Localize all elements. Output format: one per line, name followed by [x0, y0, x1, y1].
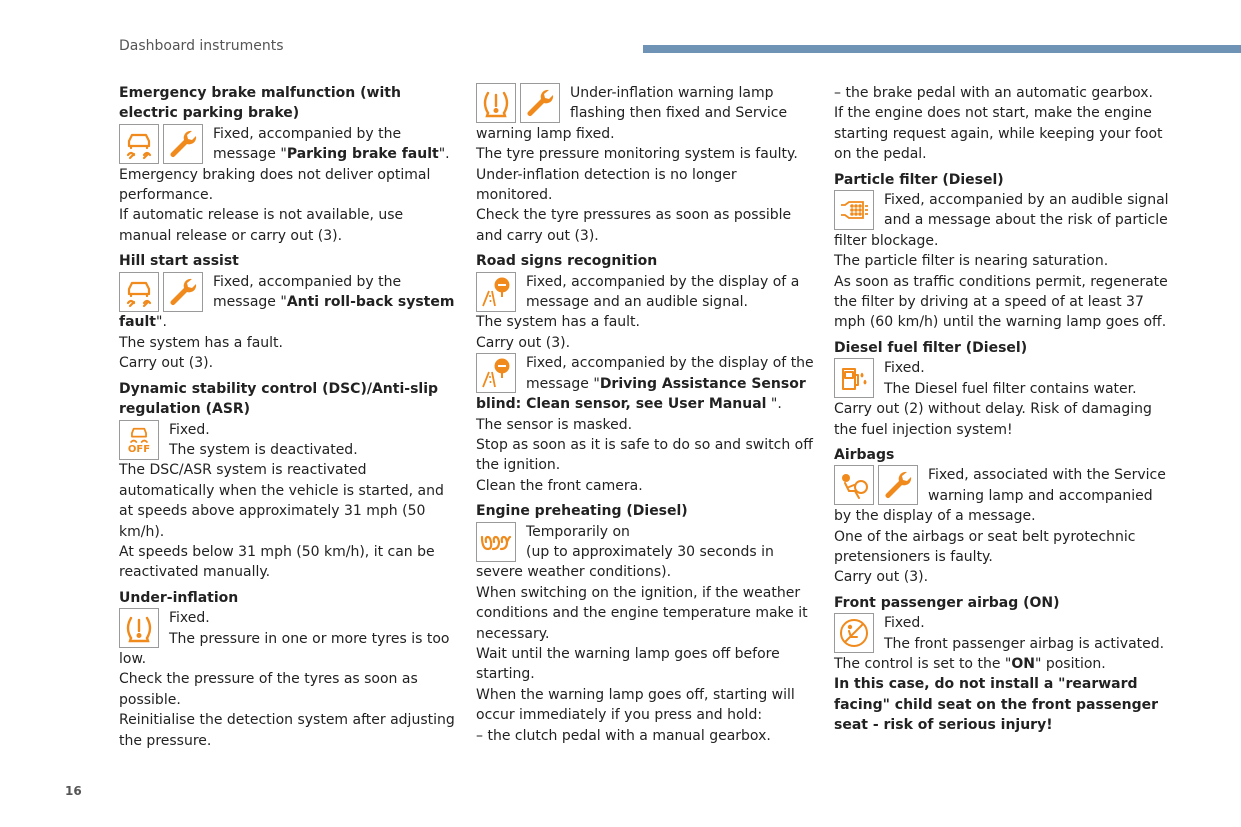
particle-filter-lamp-icon	[834, 190, 874, 230]
column-3	[834, 83, 1174, 736]
paragraph: Wait until the warning lamp goes off before starting.	[476, 645, 780, 683]
paragraph: The DSC/ASR system is reactivated automatically when the vehicle is started, and at speeds above approximately 31 mph (50 km/h).	[119, 462, 444, 540]
warning-lamps	[119, 608, 163, 648]
lamp-description: Fixed, accompanied by the message "Anti roll-back system fault".	[119, 273, 455, 331]
lamp-description: Fixed.	[884, 360, 925, 377]
car-skid-lamp-icon	[119, 124, 159, 164]
section-title: Emergency brake malfunction (with electric parking brake)	[119, 85, 401, 122]
warning-lamps	[476, 272, 520, 312]
wrench-service-icon	[878, 465, 918, 505]
warning-lamps	[834, 465, 922, 505]
wrench-service-icon	[520, 83, 560, 123]
warning-lamps	[119, 420, 163, 460]
dsc-off-lamp-icon	[119, 420, 159, 460]
road-sign-lamp-icon	[476, 272, 516, 312]
warning-lamps	[476, 522, 520, 562]
preheating-coil-icon	[476, 522, 516, 562]
warning-lamps	[834, 613, 878, 653]
paragraph: Carry out (3).	[119, 355, 214, 372]
paragraph: Carry out (3).	[476, 334, 571, 351]
warning-lamps	[834, 358, 878, 398]
lamp-description: Temporarily on	[526, 523, 630, 540]
section-title: Front passenger airbag (ON)	[834, 594, 1060, 611]
paragraph: The front passenger airbag is activated.	[884, 635, 1165, 652]
section-title: Under-inflation	[119, 589, 239, 606]
paragraph: Check the pressure of the tyres as soon as possible.	[119, 671, 418, 708]
paragraph: (up to approximately 30 seconds in severe weather conditions).	[476, 543, 774, 581]
paragraph: Emergency braking does not deliver optimal performance.	[119, 166, 431, 204]
section-title: Particle filter (Diesel)	[834, 171, 1004, 188]
paragraph: When switching on the ignition, if the weather conditions and the engine temperature make it necessary.	[476, 584, 808, 642]
paragraph: The system is deactivated.	[169, 441, 358, 458]
warning-text: In this case, do not install a "rearward facing" child seat on the front passenger seat - risk of serious injury!	[834, 676, 1159, 734]
section-title: Diesel fuel filter (Diesel)	[834, 339, 1028, 356]
paragraph: At speeds below 31 mph (50 km/h), it can be reactivated manually.	[119, 543, 435, 581]
paragraph: The pressure in one or more tyres is too low.	[119, 630, 450, 667]
warning-lamps	[476, 83, 564, 123]
paragraph: As soon as traffic conditions permit, regenerate the filter by driving at a speed of at least 37 mph (60 km/h) until the warning lamp goes off.	[834, 273, 1168, 331]
paragraph: The tyre pressure monitoring system is faulty.	[476, 146, 798, 163]
lamp-description: Fixed.	[169, 421, 210, 438]
lamp-description: Fixed, accompanied by the display of a message and an audible signal.	[526, 273, 800, 311]
paragraph: The particle filter is nearing saturation.	[834, 253, 1109, 270]
paragraph: If the engine does not start, make the engine starting request again, while keeping your foot on the pedal.	[834, 105, 1163, 163]
passenger-airbag-on-icon	[834, 613, 874, 653]
paragraph: Stop as soon as it is safe to do so and switch off the ignition.	[476, 436, 813, 474]
section-title: Hill start assist	[119, 253, 239, 270]
paragraph: One of the airbags or seat belt pyrotechnic pretensioners is faulty.	[834, 528, 1136, 565]
warning-lamps	[119, 124, 207, 164]
warning-lamps	[834, 190, 878, 230]
paragraph: – the clutch pedal with a manual gearbox.	[476, 727, 771, 744]
lamp-description: Fixed, accompanied by the display of the message "Driving Assistance Sensor blind: Clean sensor, see User Manual ".	[476, 355, 814, 413]
column-2	[476, 83, 816, 746]
column-1	[119, 83, 459, 751]
wrench-service-icon	[163, 124, 203, 164]
lamp-description: Fixed, accompanied by an audible signal and a message about the risk of particle filter blockage.	[834, 192, 1169, 249]
header-accent-bar	[643, 45, 1241, 53]
section-title: Dynamic stability control (DSC)/Anti-slip regulation (ASR)	[119, 380, 439, 418]
dsc-off-label: OFF	[127, 444, 151, 455]
lamp-description: Fixed, accompanied by the message "Parking brake fault".	[213, 125, 450, 163]
paragraph: The sensor is masked.	[476, 416, 633, 433]
road-sign-lamp-icon	[476, 353, 516, 393]
paragraph: Carry out (2) without delay. Risk of damaging the fuel injection system!	[834, 401, 1152, 438]
airbag-lamp-icon	[834, 465, 874, 505]
lamp-description: Fixed.	[169, 610, 210, 627]
paragraph: – the brake pedal with an automatic gearbox.	[834, 85, 1153, 101]
paragraph: The control is set to the "ON" position.	[834, 655, 1106, 672]
page-number: 16	[65, 784, 82, 798]
tyre-pressure-lamp-icon	[119, 608, 159, 648]
paragraph: Carry out (3).	[834, 569, 929, 586]
tyre-pressure-lamp-icon	[476, 83, 516, 123]
car-skid-lamp-icon	[119, 272, 159, 312]
paragraph: When the warning lamp goes off, starting will occur immediately if you press and hold:	[476, 686, 795, 724]
paragraph: Under-inflation detection is no longer monitored.	[476, 166, 737, 204]
paragraph: The Diesel fuel filter contains water.	[884, 380, 1137, 397]
paragraph: The system has a fault.	[476, 314, 640, 331]
warning-lamps	[119, 272, 207, 312]
section-title: Airbags	[834, 446, 895, 463]
paragraph: Reinitialise the detection system after adjusting the pressure.	[119, 712, 455, 749]
warning-lamps	[476, 353, 520, 393]
lamp-description: Fixed, associated with the Service warning lamp and accompanied by the display of a message.	[834, 467, 1166, 525]
paragraph: Clean the front camera.	[476, 477, 643, 494]
wrench-service-icon	[163, 272, 203, 312]
paragraph: Check the tyre pressures as soon as possible and carry out (3).	[476, 207, 792, 244]
fuel-filter-lamp-icon	[834, 358, 874, 398]
paragraph: If automatic release is not available, use manual release or carry out (3).	[119, 207, 404, 244]
page-header: Dashboard instruments	[119, 38, 284, 54]
paragraph: The system has a fault.	[119, 334, 283, 351]
section-title: Road signs recognition	[476, 253, 658, 270]
section-title: Engine preheating (Diesel)	[476, 503, 688, 520]
lamp-description: Fixed.	[884, 615, 925, 632]
lamp-description: Under-inflation warning lamp flashing then fixed and Service warning lamp fixed.	[476, 85, 788, 142]
